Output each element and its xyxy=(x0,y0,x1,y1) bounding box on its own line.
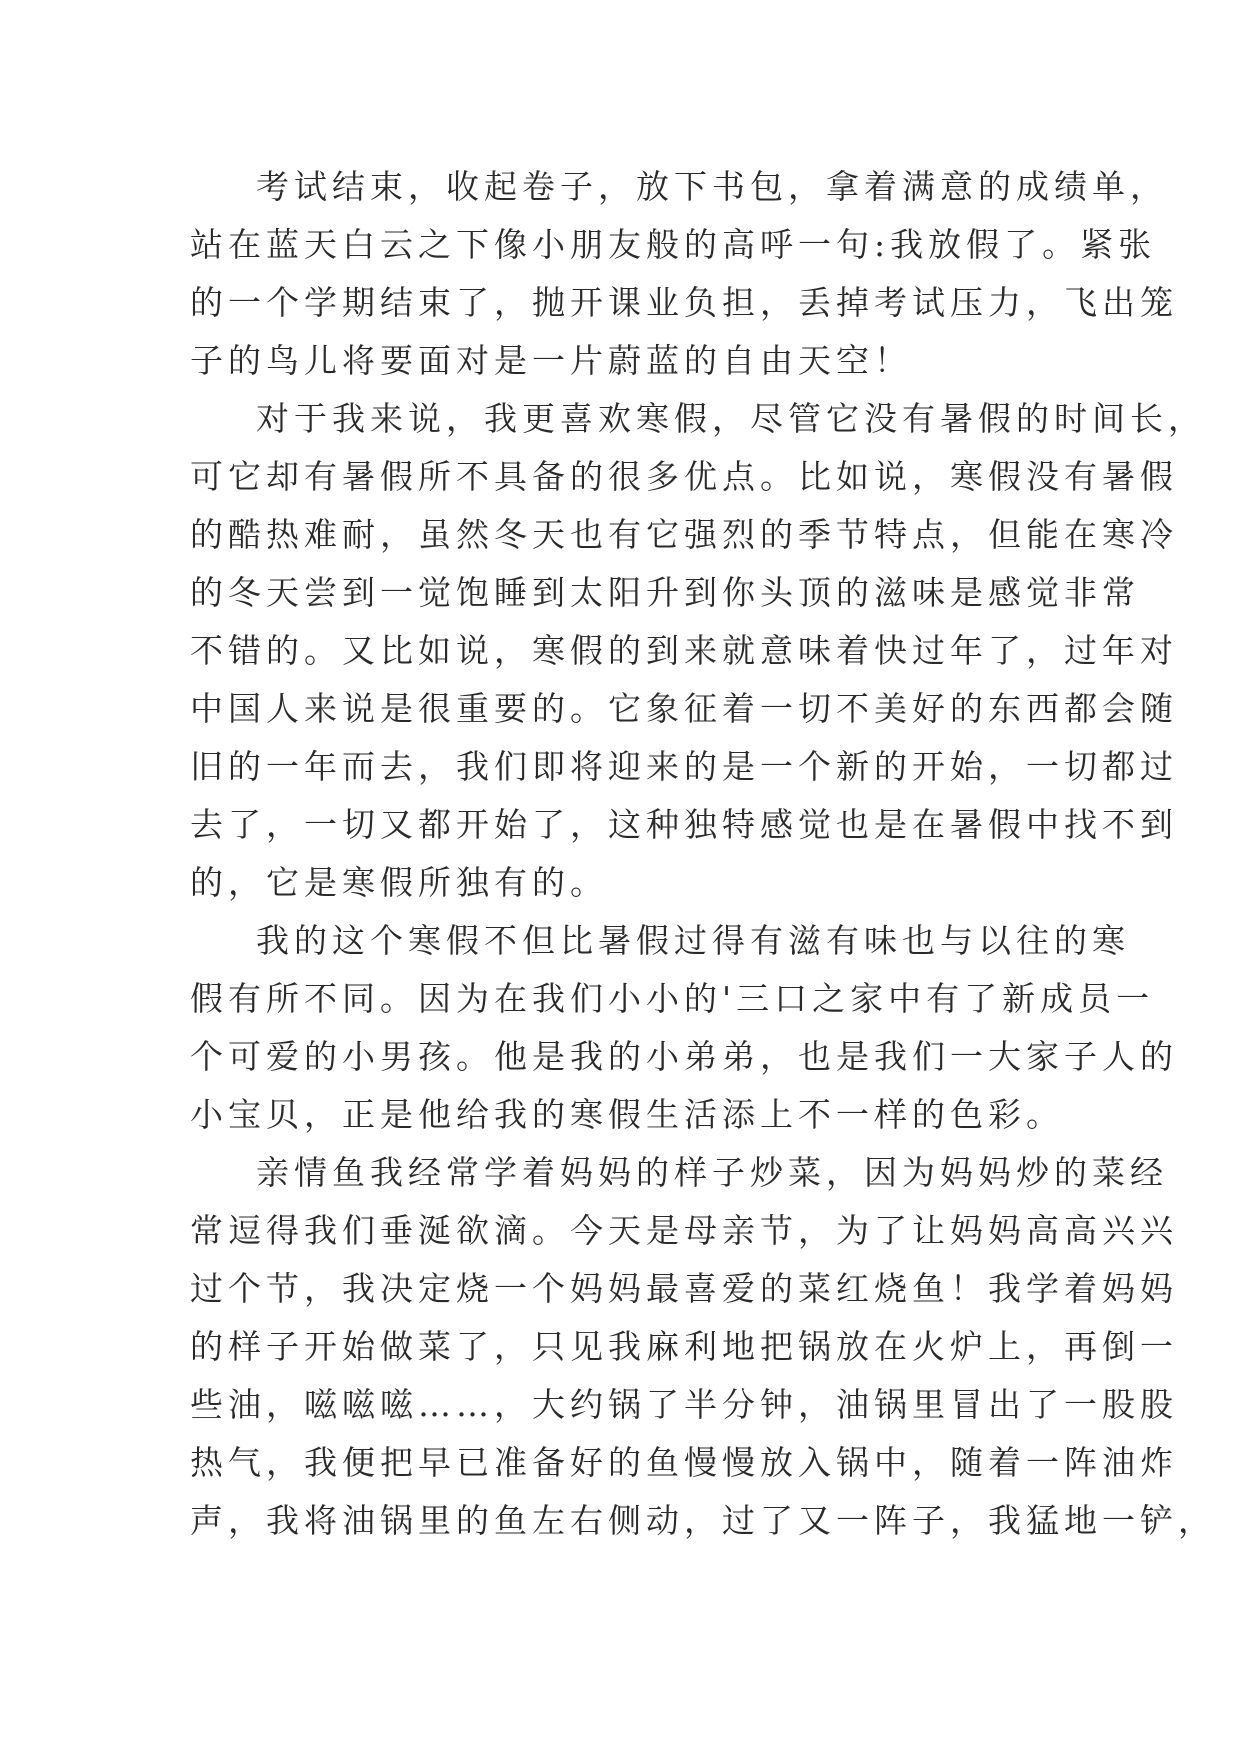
text-line: 去了，一切又都开始了，这种独特感觉也是在暑假中找不到 xyxy=(190,805,1178,844)
text-line: 中国人来说是很重要的。它象征着一切不美好的东西都会随 xyxy=(190,689,1178,728)
text-line: 的冬天尝到一觉饱睡到太阳升到你头顶的滋味是感觉非常 xyxy=(190,573,1140,612)
text-line: 旧的一年而去，我们即将迎来的是一个新的开始，一切都过 xyxy=(190,747,1178,786)
text-line: 的酷热难耐，虽然冬天也有它强烈的季节特点，但能在寒冷 xyxy=(190,515,1178,554)
text-line: 的一个学期结束了，抛开课业负担，丢掉考试压力，飞出笼 xyxy=(190,283,1178,322)
text-line: 子的鸟儿将要面对是一片蔚蓝的自由天空！ xyxy=(190,341,912,380)
text-line: 我的这个寒假不但比暑假过得有滋有味也与以往的寒 xyxy=(256,921,1130,960)
text-line: 对于我来说，我更喜欢寒假，尽管它没有暑假的时间长， xyxy=(256,399,1206,438)
text-line: 常逗得我们垂涎欲滴。今天是母亲节，为了让妈妈高高兴兴 xyxy=(190,1211,1178,1250)
text-line: 的，它是寒假所独有的。 xyxy=(190,863,608,902)
text-line: 声，我将油锅里的鱼左右侧动，过了又一阵子，我猛地一铲， xyxy=(190,1501,1216,1540)
text-line: 可它却有暑假所不具备的很多优点。比如说，寒假没有暑假 xyxy=(190,457,1178,496)
text-line: 考试结束，收起卷子，放下书包，拿着满意的成绩单， xyxy=(256,167,1168,206)
text-line: 个可爱的小男孩。他是我的小弟弟，也是我们一大家子人的 xyxy=(190,1037,1178,1076)
text-line: 站在蓝天白云之下像小朋友般的高呼一句:我放假了。紧张 xyxy=(190,225,1157,264)
text-line: 过个节，我决定烧一个妈妈最喜爱的菜红烧鱼！我学着妈妈 xyxy=(190,1269,1178,1308)
text-line: 小宝贝，正是他给我的寒假生活添上不一样的色彩。 xyxy=(190,1095,1064,1134)
text-line: 的样子开始做菜了，只见我麻利地把锅放在火炉上，再倒一 xyxy=(190,1327,1178,1366)
text-line: 些油，嗞嗞嗞……，大约锅了半分钟，油锅里冒出了一股股 xyxy=(190,1385,1178,1424)
text-line: 亲情鱼我经常学着妈妈的样子炒菜，因为妈妈炒的菜经 xyxy=(256,1153,1168,1192)
text-line: 假有所不同。因为在我们小小的'三口之家中有了新成员一 xyxy=(190,979,1155,1018)
text-line: 热气，我便把早已准备好的鱼慢慢放入锅中，随着一阵油炸 xyxy=(190,1443,1178,1482)
text-line: 不错的。又比如说，寒假的到来就意味着快过年了，过年对 xyxy=(190,631,1178,670)
document-body xyxy=(190,158,1216,1550)
